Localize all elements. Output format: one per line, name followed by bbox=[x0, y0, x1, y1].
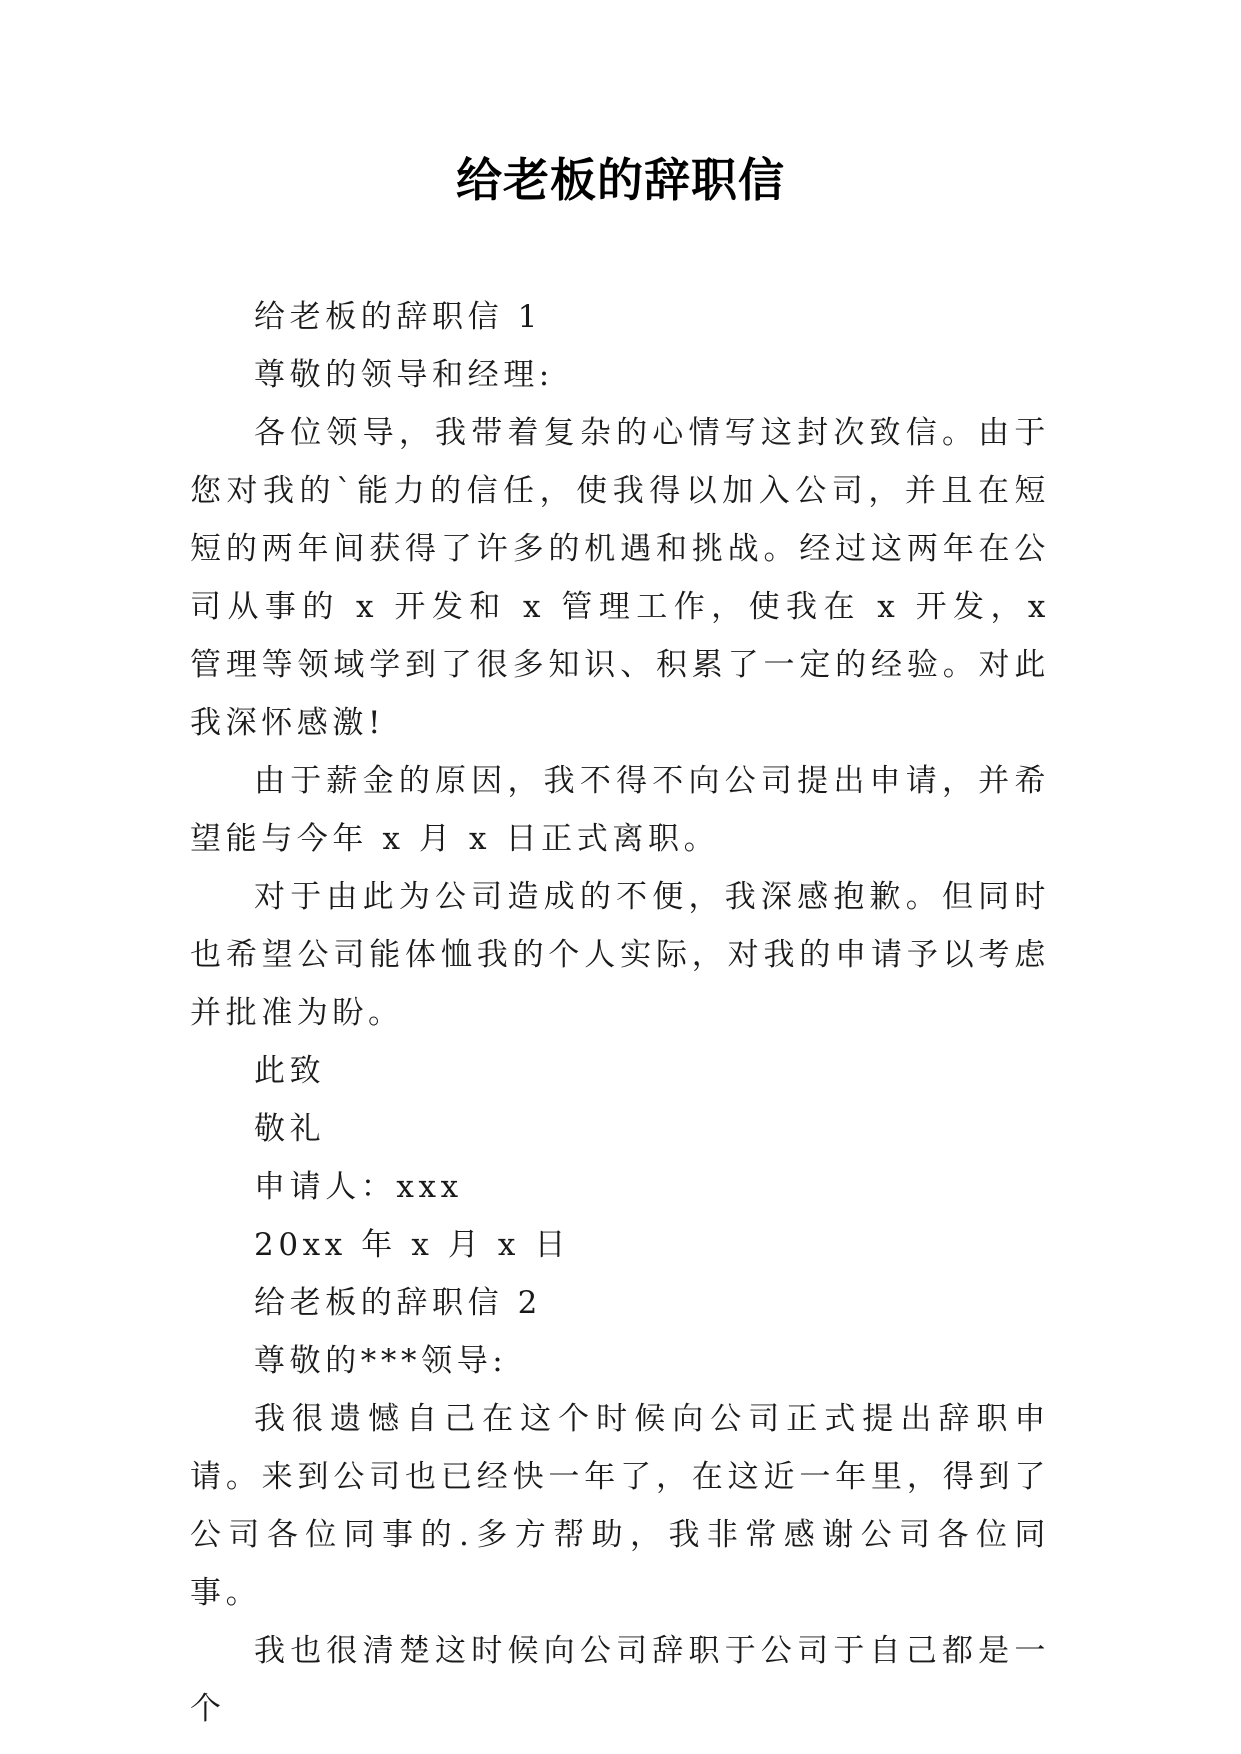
signature-date: 20xx 年 x 月 x 日 bbox=[254, 1227, 571, 1263]
document-body bbox=[190, 288, 1050, 1738]
signature-applicant: 申请人：xxx bbox=[254, 1169, 463, 1205]
closing-regards: 敬礼 bbox=[254, 1111, 326, 1147]
salutation-1: 尊敬的领导和经理: bbox=[254, 357, 554, 393]
body-paragraph: 各位领导，我带着复杂的心情写这封次致信。由于您对我的`能力的信任，使我得以加入公司，并且在短短的两年间获得了许多的机遇和挑战。经过这两年在公司从事的 x 开发和 x 管理工作，使我在 x 开发，x 管理等领域学到了很多知识、积累了一定的经验。对此我深怀感激! bbox=[190, 415, 1050, 741]
closing-line: 此致 bbox=[254, 1053, 326, 1089]
body-paragraph: 我很遗憾自己在这个时候向公司正式提出辞职申请。来到公司也已经快一年了，在这近一年里，得到了公司各位同事的.多方帮助，我非常感谢公司各位同事。 bbox=[190, 1401, 1050, 1611]
body-paragraph: 由于薪金的原因，我不得不向公司提出申请，并希望能与今年 x 月 x 日正式离职。 bbox=[190, 763, 1050, 857]
salutation-2: 尊敬的***领导: bbox=[254, 1343, 508, 1379]
section-heading-2: 给老板的辞职信 2 bbox=[254, 1285, 542, 1321]
body-paragraph: 我也很清楚这时候向公司辞职于公司于自己都是一个 bbox=[190, 1633, 1050, 1727]
body-paragraph: 对于由此为公司造成的不便，我深感抱歉。但同时也希望公司能体恤我的个人实际，对我的申请予以考虑并批准为盼。 bbox=[190, 879, 1050, 1031]
section-heading-1: 给老板的辞职信 1 bbox=[254, 299, 542, 335]
document-title: 给老板的辞职信 bbox=[456, 153, 785, 207]
